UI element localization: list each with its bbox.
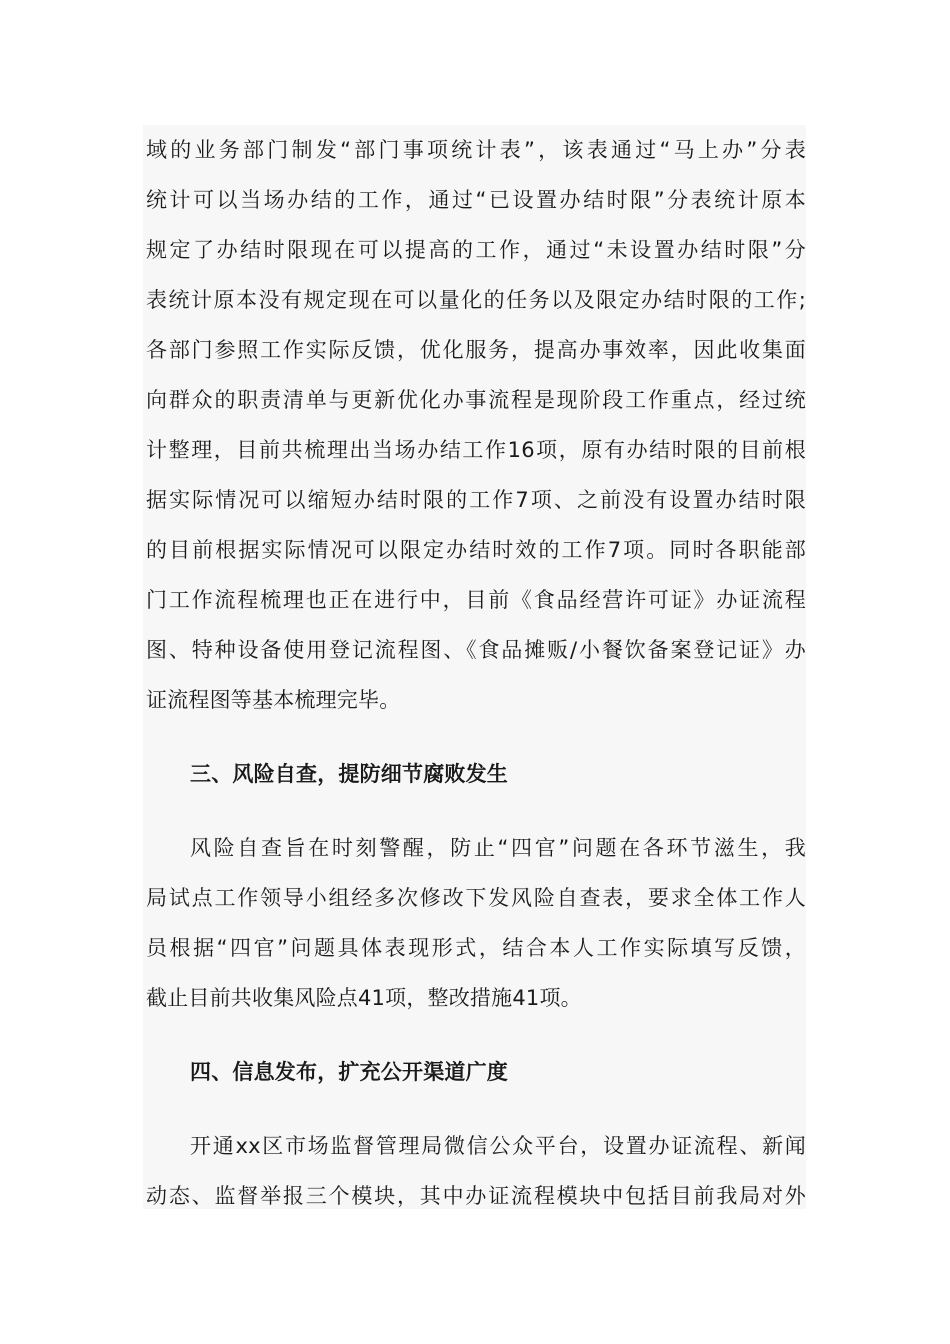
spacer (146, 1097, 806, 1121)
paragraph-line: 动态、监督举报三个模块，其中办证流程模块中包括目前我局对外 (146, 1184, 806, 1208)
paragraph-line: 据实际情况可以缩短办结时限的工作7项、之前没有设置办结时限 (146, 488, 806, 512)
paragraph-line: 证流程图等基本梳理完毕。 (146, 688, 401, 712)
paragraph-line: 各部门参照工作实际反馈，优化服务，提高办事效率，因此收集面 (146, 338, 806, 362)
section-3 (146, 749, 806, 1023)
paragraph-line: 员根据“四官”问题具体表现形式，结合本人工作实际填写反馈， (146, 936, 806, 960)
paragraph-line: 风险自查旨在时刻警醒，防止“四官”问题在各环节滋生，我 (190, 836, 806, 860)
paragraph-line: 截止目前共收集风险点41项，整改措施41项。 (146, 986, 582, 1010)
paragraph-line: 计整理，目前共梳理出当场办结工作16项，原有办结时限的目前根 (146, 438, 806, 462)
paragraph-line: 向群众的职责清单与更新优化办事流程是现阶段工作重点，经过统 (146, 388, 806, 412)
paragraph-line: 的目前根据实际情况可以限定办结时效的工作7项。同时各职能部 (146, 538, 806, 562)
section-heading: 四、信息发布，扩充公开渠道广度 (190, 1060, 508, 1084)
paragraph-line: 表统计原本没有规定现在可以量化的任务以及限定办结时限的工作; (146, 288, 806, 312)
section-heading: 三、风险自查，提防细节腐败发生 (190, 762, 508, 786)
paragraph-line: 门工作流程梳理也正在进行中，目前《食品经营许可证》办证流程 (146, 588, 806, 612)
paragraph-line: 规定了办结时限现在可以提高的工作，通过“未设置办结时限”分 (146, 238, 806, 262)
paragraph-1 (146, 125, 806, 725)
paragraph-line: 局试点工作领导小组经多次修改下发风险自查表，要求全体工作人 (146, 886, 806, 910)
spacer (146, 1023, 806, 1047)
document-body (146, 125, 806, 1221)
spacer (146, 799, 806, 823)
paragraph-line: 域的业务部门制发“部门事项统计表”，该表通过“马上办”分表 (146, 138, 806, 162)
paragraph-line: 统计可以当场办结的工作，通过“已设置办结时限”分表统计原本 (146, 188, 806, 212)
paragraph-line: 开通xx区市场监督管理局微信公众平台，设置办证流程、新闻 (190, 1134, 806, 1158)
paragraph-line: 图、特种设备使用登记流程图、《食品摊贩/小餐饮备案登记证》办 (146, 638, 806, 662)
spacer (146, 725, 806, 749)
section-4 (146, 1047, 806, 1221)
